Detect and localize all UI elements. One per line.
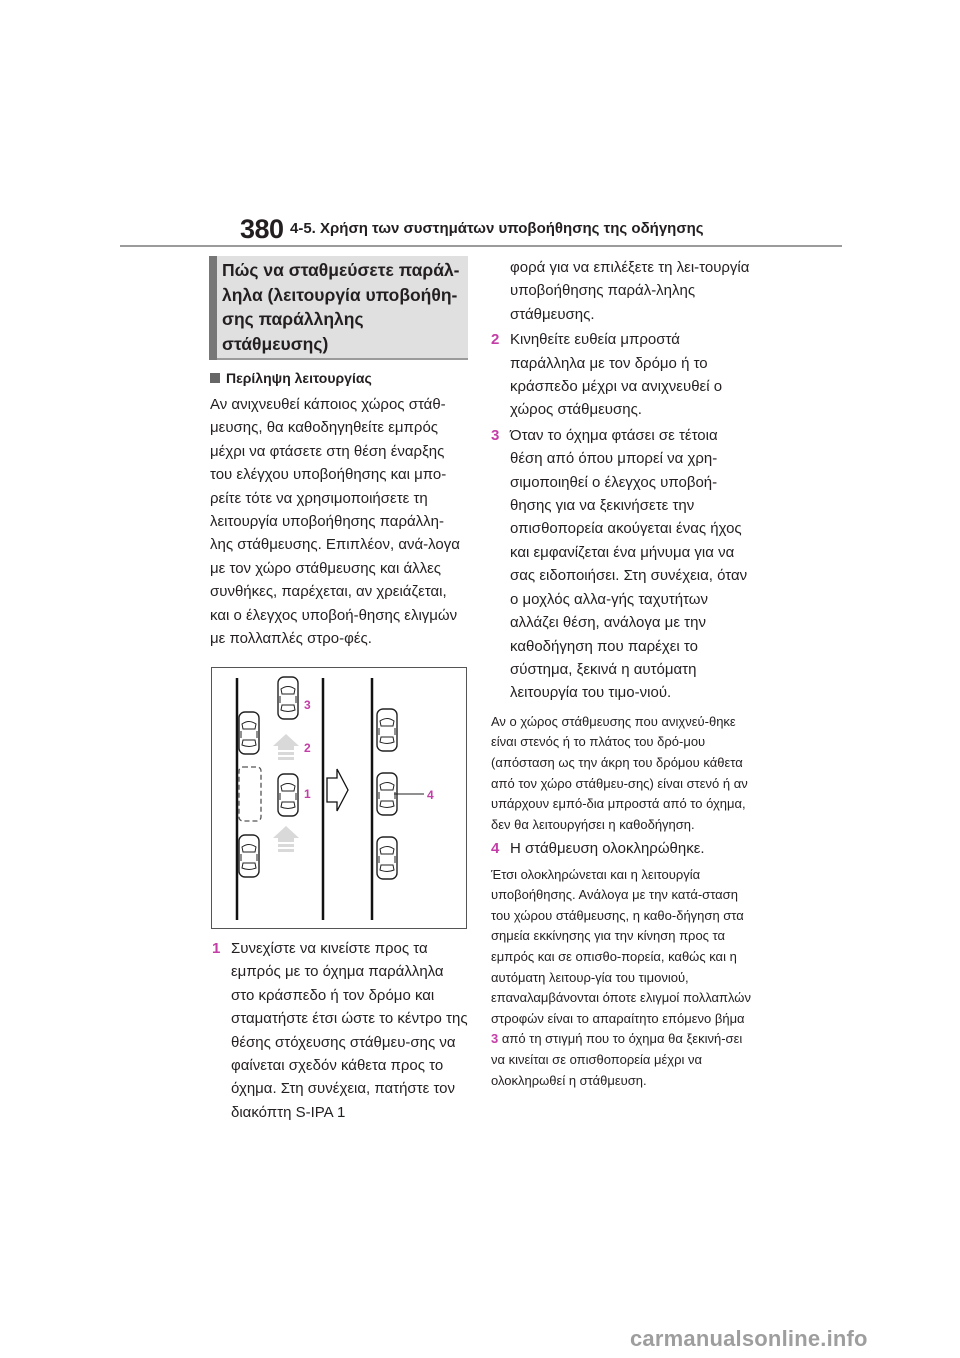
- step-3: [491, 424, 753, 705]
- step-2-number: 2: [491, 331, 500, 349]
- step-1-continuation: φορά για να επιλέξετε τη λει-τουργία υποβοήθησης παράλ-ληλης στάθμευσης.: [510, 259, 750, 323]
- transition-arrow: [327, 769, 348, 811]
- header-rule: [120, 245, 842, 247]
- step-1-text: Συνεχίστε να κινείστε προς τα εμπρός με το όχημα παράλληλα στο κράσπεδο ή τον δρόμο και σταματήστε έτσι ώστε το κέντρο της θέσης στόχευσης στάθμευ-σης να φαίνεται σχεδόν κάθετα προς το όχημα. Στη συνέχεια, πατήστε τον διακόπτη S-IPA 1: [231, 940, 468, 1121]
- overview-heading-text: Περίληψη λειτουργίας: [226, 370, 372, 386]
- section-title: Πώς να σταθμεύσετε παράλ-ληλα (λειτουργία υποβοήθη-σης παράλληλης στάθμευσης): [222, 260, 460, 354]
- step-2-text: Κινηθείτε ευθεία μπροστά παράλληλα με τον δρόμο ή το κράσπεδο μέχρι να ανιχνευθεί ο χώρος στάθμευσης.: [510, 331, 723, 419]
- note-2-text-before: Έτσι ολοκληρώνεται και η λειτουργία υποβοήθησης. Ανάλογα με την κατά-σταση του χώρου στάθμευσης, η καθο-δήγηση στα σημεία εκκίνησης για την κίνηση προς τα εμπρός και σε οπισθο-πορεία, καθώς και η αυτόματη λειτουρ-γία του τιμονιού, επαναλαμβάνονται όποτε ελιγμοί πολλαπλών στροφών είναι το απαραίτητο επόμενο βήμα: [491, 866, 751, 1026]
- figure-label-4: 4: [427, 788, 434, 802]
- target-parking-space: [239, 767, 261, 821]
- figure-label-3: 3: [304, 698, 311, 712]
- step-1: [212, 937, 470, 1124]
- watermark: carmanualsonline.info: [630, 1326, 868, 1351]
- note-parking-complete: [491, 865, 753, 1092]
- forward-arrow-2: [273, 826, 299, 852]
- figure-label-2: 2: [304, 741, 311, 755]
- step-1-number: 1: [212, 940, 221, 957]
- step-4: [491, 837, 753, 860]
- note-2-step-ref: 3: [491, 1031, 499, 1047]
- parking-diagram-svg: [212, 668, 466, 928]
- result-car-front: [377, 709, 397, 751]
- ego-car-position-1: [278, 774, 298, 816]
- step-2: [491, 328, 753, 422]
- section-title-bar: [209, 256, 217, 360]
- note-guidance-unavailable: Αν ο χώρος στάθμευσης που ανιχνεύ-θηκε είναι στενός ή το πλάτος του δρό-μου (απόσταση ως την άκρη του δρόμου κάθετα από τον χώρο στάθμευ-σης) είναι στενό ή αν υπάρχουν εμπό-δια μπροστά από το όχημα, δεν θα λειτουργήσει η καθοδήγηση.: [491, 713, 748, 832]
- ego-car-position-3: [278, 677, 298, 719]
- step-4-number: 4: [491, 840, 500, 858]
- parallel-parking-illustration: [211, 667, 467, 929]
- forward-arrow-1: [273, 734, 299, 760]
- chapter-title: 4-5. Χρήση των συστημάτων υποβοήθησης της οδήγησης: [290, 220, 704, 237]
- figure-label-1: 1: [304, 787, 311, 801]
- step-4-text: Η στάθμευση ολοκληρώθηκε.: [510, 840, 705, 858]
- overview-heading: [210, 370, 372, 386]
- overview-paragraph: Αν ανιχνευθεί κάποιος χώρος στάθ-μευσης, θα καθοδηγηθείτε εμπρός μέχρι να φτάσετε στη θέση έναρξης του ελέγχου υποβοήθησης και μπο-ρείτε τότε να χρησιμοποιήσετε τη λειτουργία υποβοήθησης παράλλη-λης στάθμευσης. Επιπλέον, ανά-λογα με τον χώρο στάθμευσης και άλλες συνθήκες, παρέχεται, αν χρειάζεται, και ο έλεγχος υποβοή-θησης ελιγμών με πολλαπλές στρο-φές.: [210, 396, 460, 648]
- square-bullet-icon: [210, 373, 220, 383]
- step-3-number: 3: [491, 426, 500, 444]
- step-3-text: Όταν το όχημα φτάσει σε τέτοια θέση από όπου μπορεί να χρη-σιμοποιηθεί ο έλεγχος υποβοή-θησης για να ξεκινήσετε την οπισθοπορεία ακούγεται ένας ήχος και εμφανίζεται ένα μήνυμα για να σας ειδοποιήσει. Στη συνέχεια, όταν ο μοχλός αλλα-γής ταχυτήτων αλλάζει θέση, ανάλογα με την καθοδήγηση που παρέχει το σύστημα, ξεκινά η αυτόματη λειτουργία του τιμο-νιού.: [510, 426, 748, 702]
- parked-car-2: [239, 835, 259, 877]
- result-car-rear: [377, 837, 397, 879]
- page-number: 380: [240, 214, 284, 244]
- note-2-text-after: από τη στιγμή που το όχημα θα ξεκινή-σει να κινείται σε οπισθοπορεία μέχρι να ολοκληρωθεί η στάθμευση.: [491, 1031, 743, 1088]
- right-column: [491, 256, 753, 1091]
- parked-car-1: [239, 712, 259, 754]
